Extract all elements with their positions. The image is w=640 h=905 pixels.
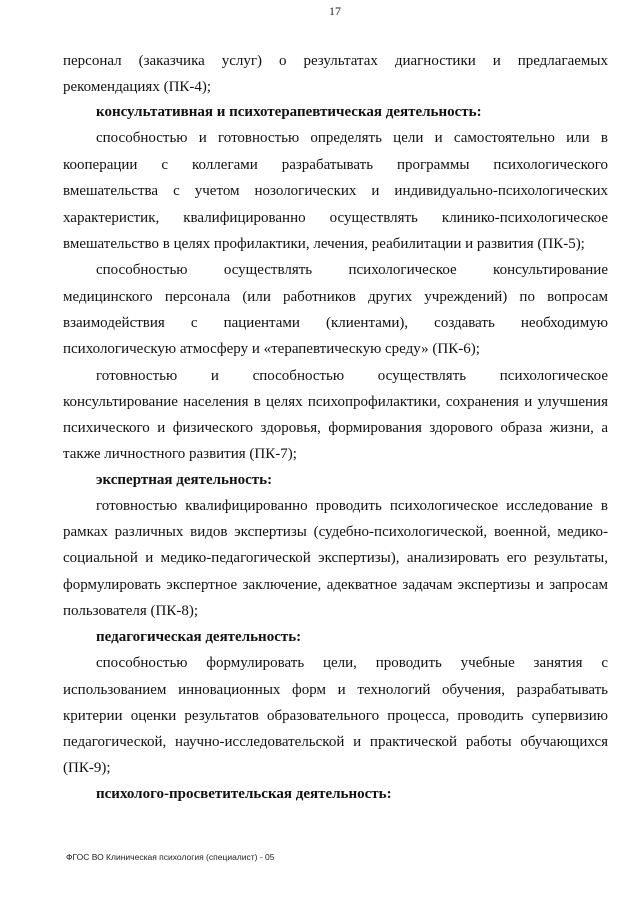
text-line: пользователя (ПК-8);	[63, 603, 198, 619]
text-line: психического и физического здоровья, формирования здорового образа жизни, а	[63, 420, 608, 436]
text-line: вмешательство в целях профилактики, лечения, реабилитации и развития (ПК-5);	[63, 236, 585, 252]
text-line: рекомендациях (ПК-4);	[63, 79, 212, 95]
section-heading: экспертная деятельность:	[96, 472, 273, 488]
text-line: педагогической, научно-исследовательской и практической работы обучающихся	[63, 734, 608, 750]
text-line: взаимодействия с пациентами (клиентами), создавать необходимую	[63, 315, 608, 331]
text-line: кооперации с коллегами разрабатывать программы психологического	[63, 157, 608, 173]
text-line: готовностью квалифицированно проводить психологическое исследование в	[96, 498, 608, 514]
section-heading: педагогическая деятельность:	[96, 629, 302, 645]
text-line: консультирование населения в целях психопрофилактики, сохранения и улучшения	[63, 394, 608, 410]
text-line: персонал (заказчика услуг) о результатах диагностики и предлагаемых	[63, 53, 608, 69]
text-line: использованием инновационных форм и технологий обучения, разрабатывать	[63, 682, 608, 698]
text-line: готовностью и способностью осуществлять психологическое	[96, 368, 608, 384]
text-line: также личностного развития (ПК-7);	[63, 446, 297, 462]
text-line: критерии оценки результатов образовательного процесса, проводить супервизию	[63, 708, 608, 724]
text-line: медицинского персонала (или работников других учреждений) по вопросам	[63, 289, 608, 305]
text-line: формулировать экспертное заключение, адекватное задачам экспертизы и запросам	[63, 577, 608, 593]
text-line: вмешательства с учетом нозологических и индивидуально-психологических	[63, 183, 608, 199]
section-heading: психолого-просветительская деятельность:	[96, 786, 392, 802]
section-heading: консультативная и психотерапевтическая деятельность:	[96, 104, 482, 120]
page-footer: ФГОС ВО Клиническая психология (специалист) - 05	[66, 852, 275, 862]
text-line: способностью и готовностью определять цели и самостоятельно или в	[96, 130, 608, 146]
text-line: способностью формулировать цели, проводить учебные занятия с	[96, 655, 608, 671]
text-line: социальной и медико-педагогической экспертизы), анализировать его результаты,	[63, 550, 608, 566]
text-line: рамках различных видов экспертизы (судебно-психологической, военной, медико-	[63, 524, 608, 540]
text-line: способностью осуществлять психологическое консультирование	[96, 262, 608, 278]
text-line: психологическую атмосферу и «терапевтическую среду» (ПК-6);	[63, 341, 480, 357]
text-line: характеристик, квалифицированно осуществлять клинико-психологическое	[63, 210, 608, 226]
page-number: 17	[329, 4, 341, 18]
text-line: (ПК-9);	[63, 760, 111, 776]
